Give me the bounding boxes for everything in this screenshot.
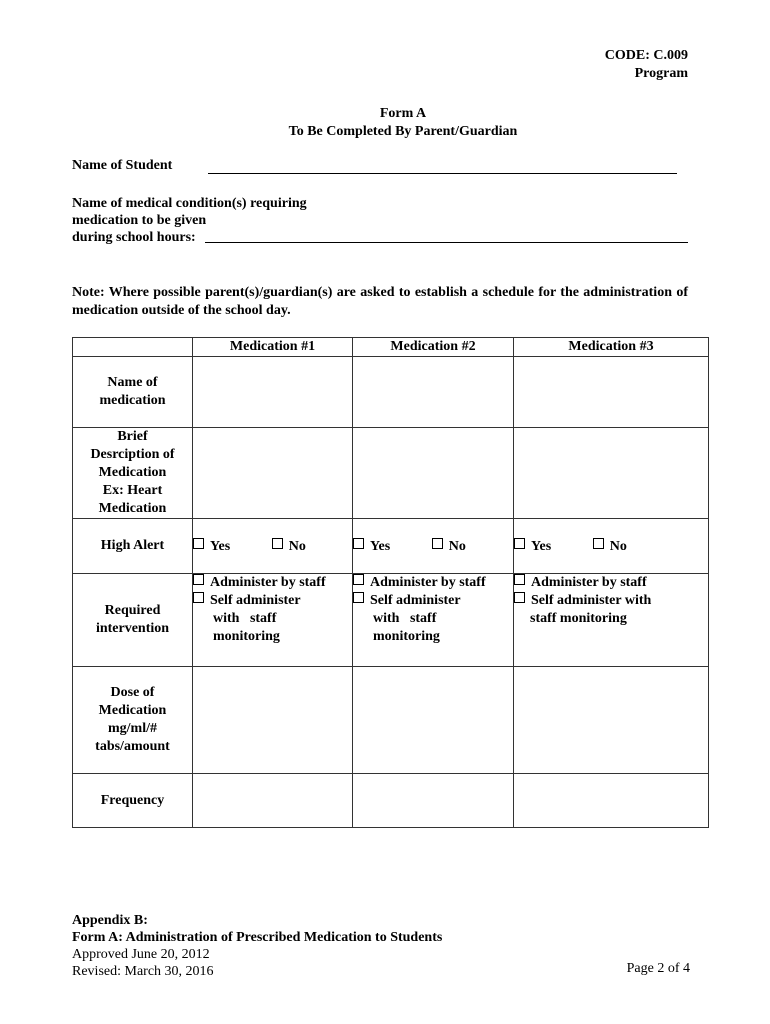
yes-label: Yes [210,538,231,554]
label-line: Ex: Heart [102,483,163,498]
label-line: tabs/amount [95,739,170,754]
monitoring-label: monitoring [213,629,280,644]
condition-field[interactable] [205,242,688,243]
student-name-label: Name of Student [72,158,173,173]
intervention-cell-2 [353,574,514,667]
label-line: Dose of [110,685,155,700]
condition-label-line: Name of medical condition(s) requiring [72,196,307,211]
condition-label-line: medication to be given [72,213,207,228]
table-header-row [73,338,709,357]
frequency-cell-2[interactable] [353,774,514,828]
yes-label: Yes [370,538,391,554]
yes-checkbox[interactable] [353,538,364,549]
administer-by-staff-checkbox[interactable] [353,574,364,585]
description-cell-3[interactable] [514,428,709,519]
label-line: Medication [98,465,167,480]
self-administer-label: Self administer [210,593,301,608]
high-alert-cell-2 [353,519,514,574]
staff-monitoring-label: staff monitoring [530,611,627,626]
condition-label-line: during school hours: [72,230,196,245]
note-text: Note: Where possible parent(s)/guardian(s) are asked to establish a schedule for the administration of medication outside of the school day. [72,285,688,318]
description-cell-1[interactable] [193,428,353,519]
administer-by-staff-checkbox[interactable] [193,574,204,585]
no-label: No [288,538,306,554]
code-text: CODE: C.009 [604,48,688,63]
no-checkbox[interactable] [593,538,604,549]
document-code [605,47,688,83]
row-label-frequency: Frequency [73,774,193,828]
label-line: Required [104,603,161,618]
header-blank [73,338,193,357]
dose-cell-3[interactable] [514,667,709,774]
header-medication-1: Medication #1 [193,338,353,357]
self-administer-with-label: Self administer with [531,593,652,608]
header-medication-3: Medication #3 [514,338,709,357]
no-checkbox[interactable] [432,538,443,549]
footer-revised: Revised: March 30, 2016 [72,964,214,979]
table-row-name [73,357,709,428]
administer-by-staff-label: Administer by staff [210,575,326,590]
yes-label: Yes [531,538,552,554]
form-subtitle: To Be Completed By Parent/Guardian [288,124,518,139]
label-line: medication [99,393,166,408]
administer-by-staff-label: Administer by staff [531,575,647,590]
label-line: Name of [107,375,158,390]
table-row-description [73,428,709,519]
footer-approved: Approved June 20, 2012 [72,947,210,962]
name-cell-3[interactable] [514,357,709,428]
intervention-cell-3 [514,574,709,667]
table-row-high-alert [73,519,709,574]
administer-by-staff-checkbox[interactable] [514,574,525,585]
row-label-high-alert: High Alert [73,519,193,574]
yes-checkbox[interactable] [193,538,204,549]
administer-by-staff-label: Administer by staff [370,575,486,590]
table-row-frequency [73,774,709,828]
frequency-cell-3[interactable] [514,774,709,828]
monitoring-label: monitoring [373,629,440,644]
form-title: Form A [379,106,427,121]
name-cell-1[interactable] [193,357,353,428]
dose-cell-2[interactable] [353,667,514,774]
student-name-field[interactable] [208,173,677,174]
with-staff-label: with staff [213,611,277,626]
medication-table [72,337,709,828]
condition-label [72,195,307,246]
label-line: Desrciption of [90,447,175,462]
with-staff-label: with staff [373,611,437,626]
dose-cell-1[interactable] [193,667,353,774]
self-administer-checkbox[interactable] [193,592,204,603]
self-administer-label: Self administer [370,593,461,608]
self-administer-checkbox[interactable] [353,592,364,603]
program-text: Program [634,66,688,81]
header-medication-2: Medication #2 [353,338,514,357]
label-line: Medication [98,703,167,718]
label-line: intervention [95,621,170,636]
yes-checkbox[interactable] [514,538,525,549]
form-heading [0,105,770,141]
row-label-description [73,428,193,519]
label-line: Brief [117,429,148,444]
intervention-cell-1 [193,574,353,667]
name-cell-2[interactable] [353,357,514,428]
high-alert-cell-1 [193,519,353,574]
row-label-dose [73,667,193,774]
footer [72,912,442,980]
self-administer-checkbox[interactable] [514,592,525,603]
row-label-name [73,357,193,428]
high-alert-cell-3 [514,519,709,574]
footer-form-name: Form A: Administration of Prescribed Medication to Students [72,930,443,945]
label-line: Medication [98,501,167,516]
page-number: Page 2 of 4 [626,961,690,976]
row-label-required-intervention [73,574,193,667]
frequency-cell-1[interactable] [193,774,353,828]
no-label: No [448,538,466,554]
description-cell-2[interactable] [353,428,514,519]
table-row-required-intervention [73,574,709,667]
footer-appendix: Appendix B: [72,913,148,928]
no-checkbox[interactable] [272,538,283,549]
label-line: mg/ml/# [108,721,157,736]
table-row-dose [73,667,709,774]
no-label: No [609,538,627,554]
